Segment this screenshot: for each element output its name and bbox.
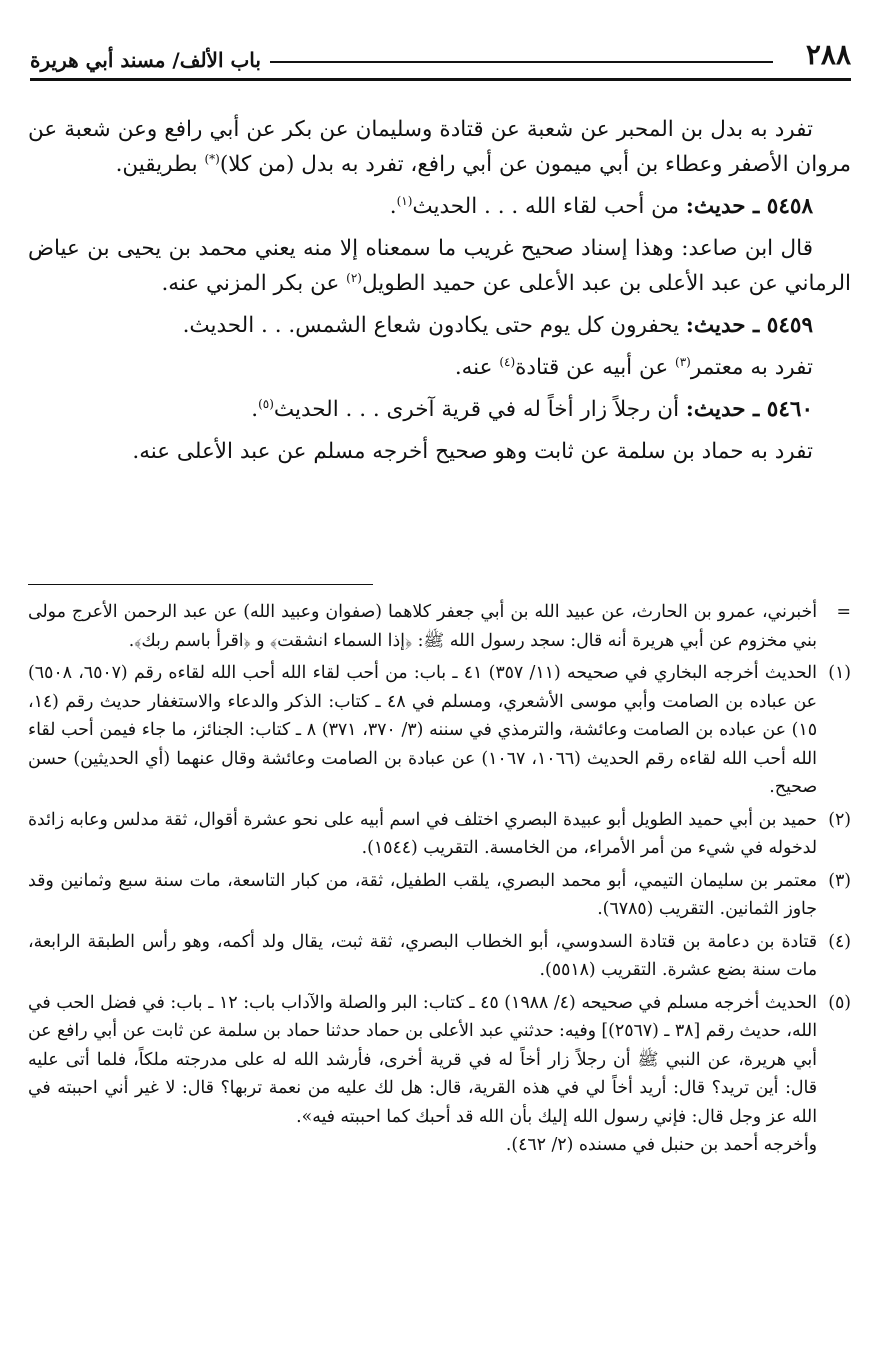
footnote: [28, 867, 851, 924]
footnote: [28, 659, 851, 802]
page-header: [30, 38, 851, 82]
footnote: [28, 806, 851, 863]
footnotes: [28, 598, 851, 1164]
footnote-text: أخبرني، عمرو بن الحارث، عن عبيد الله بن أبي جعفر كلاهما (صفوان وعبيد الله) عن عبد الرحمن الأعرج مولى بني مخزوم عن أبي هريرة أنه قال: سجد رسول الله ﷺ: ﴿إذا السماء انشقت﴾ و ﴿اقرأ باسم ربك﴾.: [28, 602, 817, 651]
footnote-marker: (٢): [828, 809, 851, 830]
hadith-number: ٥٤٥٨ ـ حديث:: [685, 194, 813, 219]
footnote-marker: (٣): [828, 870, 851, 891]
header-rule: [30, 78, 851, 81]
footnote-text: حميد بن أبي حميد الطويل أبو عبيدة البصري اختلف في اسم أبيه على نحو عشرة أقوال، ثقة مدلس وعابه زائدة لدخوله في شيء من أمر الأمراء، من الخامسة. التقريب (١٥٤٤).: [28, 809, 817, 858]
main-text: [28, 112, 851, 476]
hadith-number: ٥٤٥٩ ـ حديث:: [685, 313, 813, 338]
footnote-text: وأخرجه أحمد بن حنبل في مسنده (٢/ ٤٦٢).: [505, 1135, 817, 1155]
paragraph: تفرد به معتمر$^{(٣)}$ عن أبيه عن قتادة$^{(٤)}$ عنه.: [454, 354, 813, 380]
footnote: [28, 989, 851, 1160]
header-line: [270, 61, 773, 63]
hadith-entry: ٥٤٦٠ ـ حديث: أن رجلاً زار أخاً له في قرية آخرى . . . الحديث$^{(٥)}$.: [251, 396, 813, 422]
footnote-separator: [28, 584, 373, 585]
paragraph: تفرد به حماد بن سلمة عن ثابت وهو صحيح أخرجه مسلم عن عبد الأعلى عنه.: [132, 439, 813, 464]
footnote: [28, 598, 851, 655]
footnote-text: الحديث أخرجه البخاري في صحيحه (١١/ ٣٥٧) ٤١ ـ باب: من أحب لقاء الله أحب الله لقاءه رقم (٦٥٠٧، ٦٥٠٨) عن عباده بن الصامت وأبي موسى الأشعري، ومسلم في ٤٨ ـ كتاب: الذكر والدعاء والاستغفار حديث رقم (١٤، ١٥) عن عباده بن الصامت وعائشة، والترمذي في سننه (٣/ ٣٧٠، ٣٧١) ٨ ـ كتاب: الجنائز، ما جاء فيمن أحب لقاء الله أحب الله لقاءه رقم الحديث (١٠٦٦، ١٠٦٧) عن عبادة بن الصامت وعائشة وقال عنهما (أي الحديثين) حسن صحيح.: [28, 663, 817, 797]
hadith-entry: ٥٤٥٩ ـ حديث: يحفرون كل يوم حتى يكادون شعاع الشمس. . . الحديث.: [182, 313, 813, 338]
footnote-marker: (٤): [828, 931, 851, 952]
footnote-marker: (١): [828, 663, 851, 683]
footnote-text: قتادة بن دعامة بن قتادة السدوسي، أبو الخطاب البصري، ثقة ثبت، يقال ولد أكمه، وهو رأس الطبقة الرابعة، مات سنة بضع عشرة. التقريب (٥٥١٨).: [28, 931, 817, 980]
hadith-entry: ٥٤٥٨ ـ حديث: من أحب لقاء الله . . . الحديث$^{(١)}$.: [389, 193, 813, 219]
footnote: [28, 928, 851, 985]
page-number: ٢٨٨: [805, 38, 851, 71]
footnote-text: الحديث أخرجه مسلم في صحيحه (٤/ ١٩٨٨) ٤٥ ـ كتاب: البر والصلة والآداب باب: ١٢ ـ باب: في فضل الحب في الله، حديث رقم [٣٨ ـ (٢٥٦٧)] وفيه: حدثني عبد الأعلى بن حماد حدثنا حماد بن سلمة عن ثابت عن أبي رافع عن أبي هريرة، عن النبي ﷺ أن رجلاً زار أخاً له في قرية أخرى، فأرشد الله له على مدرجته ملكاً، فلما أتى عليه قال: أين تريد؟ قال: أريد أخاً لي في هذه القرية، قال: هل لك عليه من نعمة تربها؟ قال: لا غير أني احببته في الله عز وجل قال: فإني رسول الله إليك بأن الله قد أحبك كما احببته فيه».: [28, 992, 817, 1127]
paragraph: قال ابن صاعد: وهذا إسناد صحيح غريب ما سمعناه إلا منه يعني محمد بن يحيى بن عياض الرماني عن عبد الأعلى بن عبد الأعلى عن حميد الطويل$^{(٢)}$ عن بكر المزني عنه.: [28, 236, 851, 296]
footnote-marker: (٥): [828, 992, 851, 1013]
running-title: باب الألف/ مسند أبي هريرة: [30, 48, 261, 72]
paragraph: تفرد به بدل بن المحبر عن شعبة عن قتادة وسليمان عن بكر عن أبي رافع وعن شعبة عن مروان الأصفر وعطاء بن أبي ميمون عن أبي رافع، تفرد به بدل (من كلا)(*) بطريقين.: [28, 117, 851, 177]
footnote-text: معتمر بن سليمان التيمي، أبو محمد البصري، يلقب الطفيل، ثقة، من كبار التاسعة، مات سنة سبع وثمانين وقد جاوز الثمانين. التقريب (٦٧٨٥).: [28, 870, 817, 919]
footnote-marker: =: [836, 602, 851, 622]
hadith-number: ٥٤٦٠ ـ حديث:: [685, 397, 813, 422]
